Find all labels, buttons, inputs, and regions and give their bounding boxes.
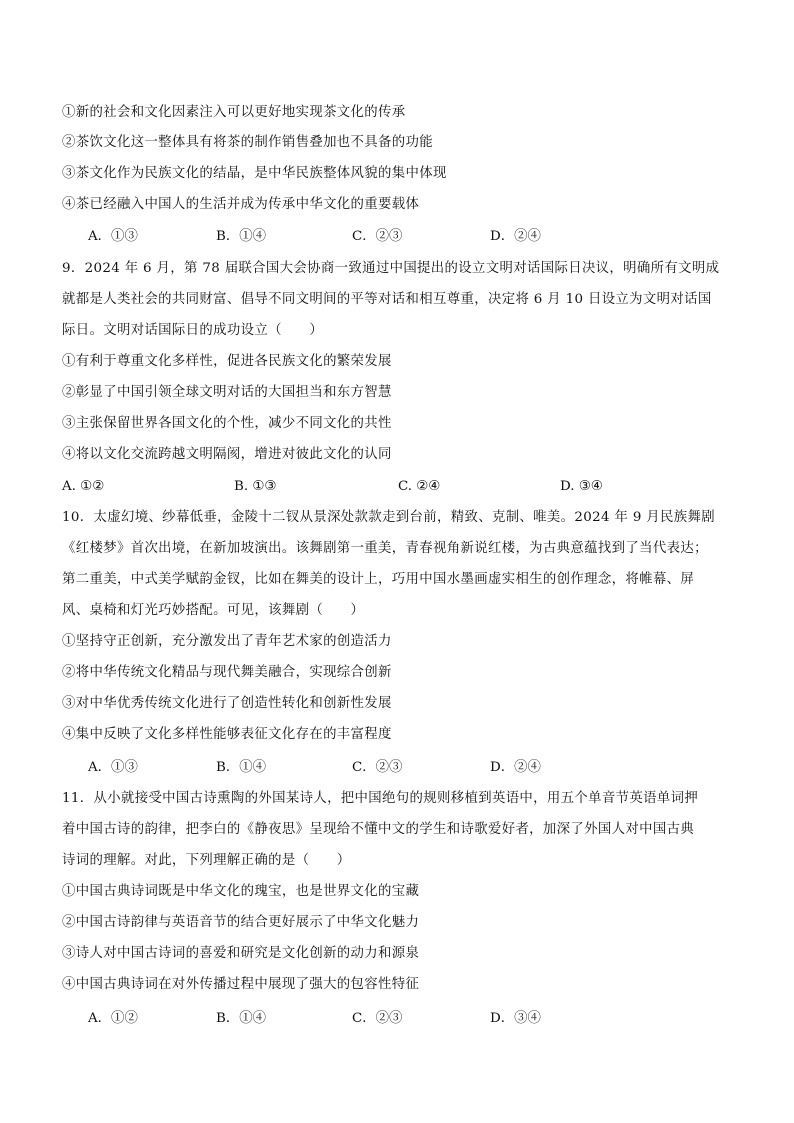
q9-choices	[62, 478, 728, 496]
q9-stem-line-1: 9．2024 年 6 月，第 78 届联合国大会协商一致通过中国提出的设立文明对话国际日决议，明确所有文明成	[62, 261, 720, 276]
q11-stem-line-1: 11．从小就接受中国古诗熏陶的外国某诗人，把中国绝句的规则移植到英语中，用五个单音节英语单词押	[62, 791, 699, 806]
q9-option-2: ②彰显了中国引领全球文明对话的大国担当和东方智慧	[62, 385, 392, 400]
q9-stem-line-3: 际日。文明对话国际日的成功设立（ ）	[62, 323, 324, 338]
q10-stem-line-4: 风、桌椅和灯光巧妙搭配。可见，该舞剧（ ）	[62, 603, 365, 618]
q10-option-1: ①坚持守正创新，充分激发出了青年艺术家的创造活力	[62, 634, 392, 649]
q9-choice-b[interactable]: B. ①③	[234, 479, 277, 494]
q10-choice-d[interactable]: D．②④	[490, 760, 541, 775]
q9-choice-c[interactable]: C. ②④	[398, 479, 441, 494]
q10-stem-line-2: 《红楼梦》首次出境，在新加坡演出。该舞剧第一重美，青春视角新说红楼，为古典意蕴找到了当代表达；	[62, 541, 708, 556]
q11-stem-line-3: 诗词的理解。对此，下列理解正确的是（ ）	[62, 853, 351, 868]
q9-stem-line-2: 就都是人类社会的共同财富、倡导不同文明间的平等对话和相互尊重，决定将 6 月 10 日设立为文明对话国	[62, 292, 712, 307]
q11-choice-b[interactable]: B．①④	[216, 1011, 267, 1026]
q8-option-4: ④茶已经融入中国人的生活并成为传承中华文化的重要载体	[62, 197, 420, 212]
q9-choice-a[interactable]: A. ①②	[62, 479, 105, 494]
q8-choice-d[interactable]: D．②④	[490, 229, 541, 244]
q9-option-1: ①有利于尊重文化多样性，促进各民族文化的繁荣发展	[62, 354, 392, 369]
q8-choice-a[interactable]: A．①③	[88, 229, 138, 244]
q11-option-4: ④中国古典诗词在对外传播过程中展现了强大的包容性特征	[62, 977, 420, 992]
q10-option-4: ④集中反映了文化多样性能够表征文化存在的丰富程度	[62, 727, 392, 742]
q10-choice-b[interactable]: B．①④	[216, 760, 267, 775]
q9-option-3: ③主张保留世界各国文化的个性，减少不同文化的共性	[62, 416, 392, 431]
q11-choice-d[interactable]: D．③④	[490, 1011, 541, 1026]
q10-stem-line-3: 第二重美，中式美学赋韵金钗，比如在舞美的设计上，巧用中国水墨画虚实相生的创作理念，将帷幕、屏	[62, 572, 695, 587]
q10-stem-line-1: 10．太虚幻境、纱幕低垂，金陵十二钗从景深处款款走到台前，精致、克制、唯美。2024 年 9 月民族舞剧	[62, 510, 716, 525]
q11-option-3: ③诗人对中国古诗词的喜爱和研究是文化创新的动力和源泉	[62, 946, 420, 961]
q11-option-2: ②中国古诗韵律与英语音节的结合更好展示了中华文化魅力	[62, 915, 420, 930]
q9-choice-d[interactable]: D. ③④	[560, 479, 603, 494]
q10-choice-c[interactable]: C．②③	[352, 760, 403, 775]
q8-choice-c[interactable]: C．②③	[352, 229, 403, 244]
q8-option-3: ③茶文化作为民族文化的结晶，是中华民族整体风貌的集中体现	[62, 166, 447, 181]
q11-choices	[88, 1010, 728, 1028]
q9-option-4: ④将以文化交流跨越文明隔阂，增进对彼此文化的认同	[62, 447, 392, 462]
q11-stem-line-2: 着中国古诗的韵律，把李白的《静夜思》呈现给不懂中文的学生和诗歌爱好者，加深了外国人对中国古典	[62, 822, 695, 837]
q10-option-2: ②将中华传统文化精品与现代舞美融合，实现综合创新	[62, 665, 392, 680]
q8-choices	[88, 228, 728, 246]
q8-option-1: ①新的社会和文化因素注入可以更好地实现茶文化的传承	[62, 105, 406, 120]
q11-choice-a[interactable]: A．①②	[88, 1011, 138, 1026]
q10-choice-a[interactable]: A．①③	[88, 760, 138, 775]
q10-choices	[88, 759, 728, 777]
q11-choice-c[interactable]: C．②③	[352, 1011, 403, 1026]
q8-choice-b[interactable]: B．①④	[216, 229, 267, 244]
q11-option-1: ①中国古典诗词既是中华文化的瑰宝，也是世界文化的宝藏	[62, 884, 420, 899]
q8-option-2: ②茶饮文化这一整体具有将茶的制作销售叠加也不具备的功能	[62, 135, 433, 150]
q10-option-3: ③对中华优秀传统文化进行了创造性转化和创新性发展	[62, 696, 392, 711]
